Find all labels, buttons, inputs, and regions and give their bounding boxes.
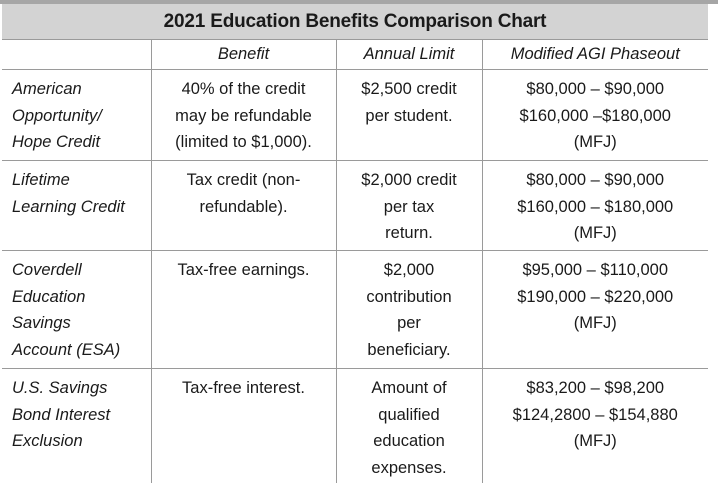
cell-line: contribution: [343, 284, 476, 311]
annual-limit-cell: [336, 161, 482, 251]
cell-line: Amount of: [343, 375, 476, 402]
cell-line: Coverdell: [12, 257, 145, 284]
cell-line: $2,000: [343, 257, 476, 284]
cell-line: $124,2800 – $154,880: [489, 402, 703, 429]
header-cell-agi-phaseout: Modified AGI Phaseout: [482, 40, 708, 70]
cell-line: $2,000 credit: [343, 167, 476, 194]
program-name-cell: [2, 369, 151, 483]
cell-line: Exclusion: [12, 428, 145, 455]
cell-line: $190,000 – $220,000: [489, 284, 703, 311]
benefit-cell: [151, 251, 336, 369]
cell-line: Learning Credit: [12, 194, 145, 221]
cell-line: education: [343, 428, 476, 455]
cell-line: $83,200 – $98,200: [489, 375, 703, 402]
benefits-table: [2, 40, 708, 483]
cell-line: (limited to $1,000).: [158, 129, 330, 156]
cell-line: refundable).: [158, 194, 330, 221]
table-row: [2, 70, 708, 161]
cell-line: (MFJ): [489, 129, 703, 156]
program-name-cell: [2, 70, 151, 161]
header-cell-annual-limit: Annual Limit: [336, 40, 482, 70]
cell-line: $160,000 –$180,000: [489, 103, 703, 130]
table-row: [2, 251, 708, 369]
benefit-cell: [151, 161, 336, 251]
cell-line: U.S. Savings: [12, 375, 145, 402]
cell-line: American: [12, 76, 145, 103]
header-row: [2, 40, 708, 70]
annual-limit-cell: [336, 70, 482, 161]
cell-line: Lifetime: [12, 167, 145, 194]
program-name-cell: [2, 161, 151, 251]
agi-phaseout-cell: [482, 161, 708, 251]
cell-line: per: [343, 310, 476, 337]
cell-line: $160,000 – $180,000: [489, 194, 703, 221]
program-name-cell: [2, 251, 151, 369]
cell-line: qualified: [343, 402, 476, 429]
benefit-cell: [151, 369, 336, 483]
table-body: [2, 40, 708, 483]
cell-line: beneficiary.: [343, 337, 476, 364]
cell-line: may be refundable: [158, 103, 330, 130]
cell-line: (MFJ): [489, 428, 703, 455]
cell-line: return.: [343, 220, 476, 247]
cell-line: $2,500 credit: [343, 76, 476, 103]
cell-line: Savings: [12, 310, 145, 337]
cell-line: per student.: [343, 103, 476, 130]
cell-line: $95,000 – $110,000: [489, 257, 703, 284]
header-cell-benefit: Benefit: [151, 40, 336, 70]
annual-limit-cell: [336, 251, 482, 369]
cell-line: Account (ESA): [12, 337, 145, 364]
cell-line: Opportunity/: [12, 103, 145, 130]
comparison-chart: [2, 4, 708, 483]
annual-limit-cell: [336, 369, 482, 483]
cell-line: 40% of the credit: [158, 76, 330, 103]
table-row: [2, 369, 708, 483]
cell-line: (MFJ): [489, 310, 703, 337]
cell-line: (MFJ): [489, 220, 703, 247]
header-cell-label: [2, 40, 151, 70]
agi-phaseout-cell: [482, 70, 708, 161]
cell-line: per tax: [343, 194, 476, 221]
cell-line: Tax credit (non-: [158, 167, 330, 194]
cell-line: expenses.: [343, 455, 476, 482]
cell-line: Education: [12, 284, 145, 311]
cell-line: Bond Interest: [12, 402, 145, 429]
chart-title: 2021 Education Benefits Comparison Chart: [2, 4, 708, 40]
cell-line: Tax-free interest.: [158, 375, 330, 402]
table-row: [2, 161, 708, 251]
benefit-cell: [151, 70, 336, 161]
cell-line: Hope Credit: [12, 129, 145, 156]
agi-phaseout-cell: [482, 251, 708, 369]
cell-line: Tax-free earnings.: [158, 257, 330, 284]
cell-line: $80,000 – $90,000: [489, 167, 703, 194]
agi-phaseout-cell: [482, 369, 708, 483]
cell-line: $80,000 – $90,000: [489, 76, 703, 103]
